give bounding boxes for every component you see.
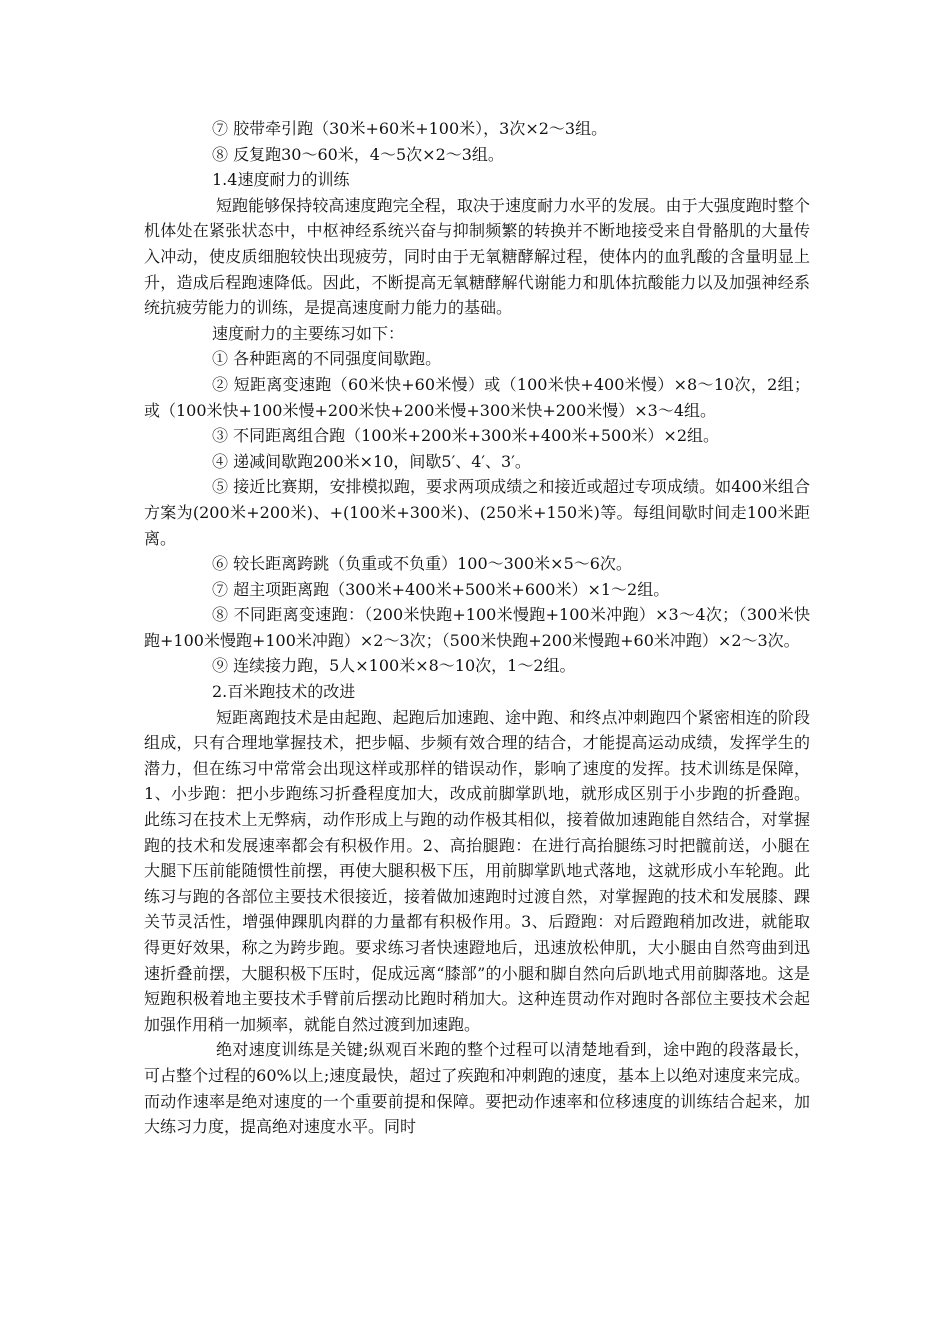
list-item-exercise-1: ① 各种距离的不同强度间歇跑。 <box>212 349 442 369</box>
document-body <box>144 116 810 1140</box>
list-item-exercise-2: ② 短距离变速跑（60米快+60米慢）或（100米快+400米慢）×8～10次，2组；或（100米快+100米慢+200米快+200米慢+300米快+200米慢）×3～4组。 <box>144 374 810 420</box>
paragraph-absolute-speed: 绝对速度训练是关键;纵观百米跑的整个过程可以清楚地看到，途中跑的段落最长，可占整个过程的60%以上;速度最快，超过了疾跑和冲刺跑的速度，基本上以绝对速度来完成。而动作速率是绝对速度的一个重要前提和保障。要把动作速率和位移速度的训练结合起来，加大练习力度，提高绝对速度水平。同时 <box>144 1040 810 1137</box>
list-item-exercise-6: ⑥ 较长距离跨跳（负重或不负重）100～300米×5～6次。 <box>212 554 632 574</box>
list-item-exercise-4: ④ 递减间歇跑200米×10，间歇5′、4′、3′。 <box>212 451 531 471</box>
section-heading-speed-endurance: 1.4速度耐力的训练 <box>212 170 350 190</box>
paragraph-speed-endurance-intro: 短跑能够保持较高速度跑完全程，取决于速度耐力水平的发展。由于大强度跑时整个机体处在紧张状态中，中枢神经系统兴奋与抑制频繁的转换并不断地接受来自骨骼肌的大量传入冲动，使皮质细胞较快出现疲劳，同时由于无氧糖酵解过程，使体内的血乳酸的含量明显上升，造成后程跑速降低。因此，不断提高无氧糖酵解代谢能力和肌体抗酸能力以及加强神经系统抗疲劳能力的训练，是提高速度耐力能力的基础。 <box>144 195 810 318</box>
paragraph-drill-7: ⑦ 胶带牵引跑（30米+60米+100米），3次×2～3组。 <box>212 119 608 138</box>
list-item-exercise-5: ⑤ 接近比赛期，安排模拟跑，要求两项成绩之和接近或超过专项成绩。如400米组合方案为(200米+200米)、+(100米+300米)、(250米+150米)等。每组间歇时间走100米距离。 <box>144 477 810 548</box>
section-heading-technique: 2.百米跑技术的改进 <box>212 682 356 702</box>
list-item-exercise-7: ⑦ 超主项距离跑（300米+400米+500米+600米）×1～2组。 <box>212 579 670 599</box>
list-item-exercise-9: ⑨ 连续接力跑，5人×100米×8～10次，1～2组。 <box>212 656 576 676</box>
list-item-exercise-8: ⑧ 不同距离变速跑：（200米快跑+100米慢跑+100米冲跑）×3～4次；（300米快跑+100米慢跑+100米冲跑）×2～3次；（500米快跑+200米慢跑+60米冲跑）×2～3次。 <box>144 605 810 650</box>
paragraph-technique-body: 短距离跑技术是由起跑、起跑后加速跑、途中跑、和终点冲刺跑四个紧密相连的阶段组成，只有合理地掌握技术，把步幅、步频有效合理的结合，才能提高运动成绩，发挥学生的潜力，但在练习中常常会出现这样或那样的错误动作，影响了速度的发挥。技术训练是保障，1、小步跑：把小步跑练习折叠程度加大，改成前脚掌趴地，就形成区别于小步跑的折叠跑。此练习在技术上无弊病，动作形成上与跑的动作极其相似，接着做加速跑能自然结合，对掌握跑的技术和发展速率都会有积极作用。2、高抬腿跑：在进行高抬腿练习时把髋前送，小腿在大腿下压前能随惯性前摆，再使大腿积极下压，用前脚掌趴地式落地，这就形成小车轮跑。此练习与跑的各部位主要技术很接近，接着做加速跑时过渡自然，对掌握跑的技术和发展膝、踝关节灵活性，增强伸踝肌肉群的力量都有积极作用。3、后蹬跑：对后蹬跑稍加改进，就能取得更好效果，称之为跨步跑。要求练习者快速蹬地后，迅速放松伸肌，大小腿由自然弯曲到迅速折叠前摆，大腿积极下压时，促成远离“膝部”的小腿和脚自然向后趴地式用前脚落地。这是短跑积极着地主要技术手臂前后摆动比跑时稍加大。这种连贯动作对跑时各部位主要技术会起加强作用稍一加频率，就能自然过渡到加速跑。 <box>144 707 810 1034</box>
paragraph-drill-8: ⑧ 反复跑30～60米，4～5次×2～3组。 <box>212 144 504 164</box>
list-item-exercise-3: ③ 不同距离组合跑（100米+200米+300米+400米+500米）×2组。 <box>212 426 719 446</box>
paragraph-exercises-intro: 速度耐力的主要练习如下： <box>212 323 405 343</box>
